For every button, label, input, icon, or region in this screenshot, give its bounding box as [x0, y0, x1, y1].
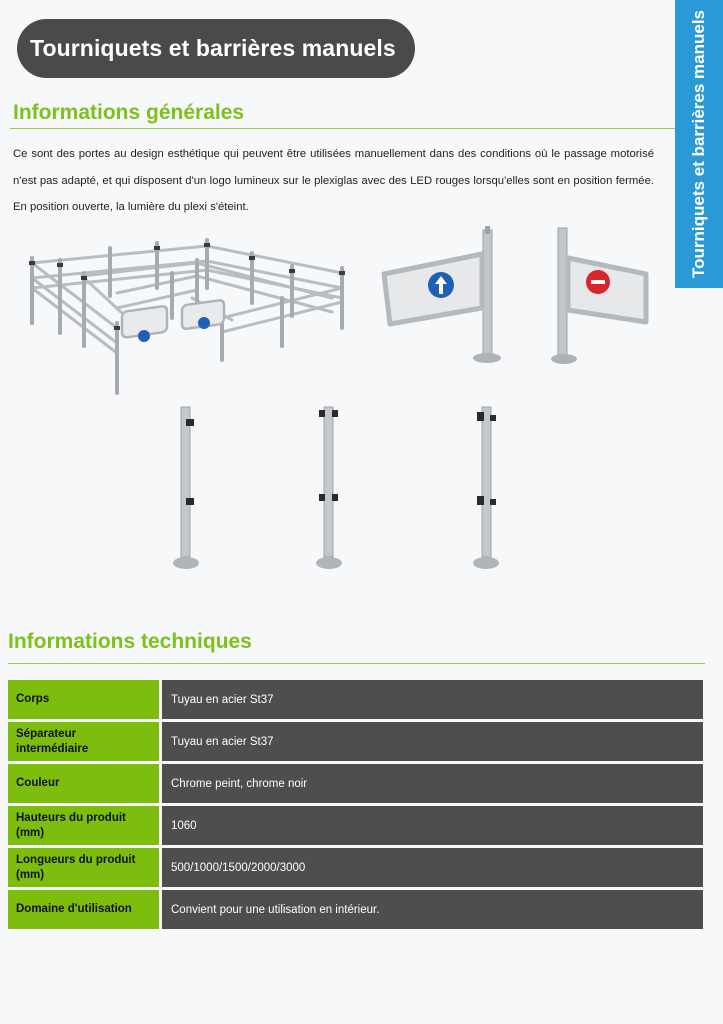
- arrow-up-sign-icon: [198, 317, 210, 329]
- spec-label: Domaine d'utilisation: [8, 890, 162, 929]
- spec-value: 500/1000/1500/2000/3000: [162, 848, 703, 887]
- table-row: [8, 680, 703, 719]
- spec-value: Chrome peint, chrome noir: [162, 764, 703, 803]
- general-info-heading: Informations générales: [13, 101, 245, 124]
- table-row: [8, 806, 703, 845]
- spec-label: Corps: [8, 680, 162, 719]
- spec-label: Couleur: [8, 764, 162, 803]
- arrow-up-sign-icon: [138, 330, 150, 342]
- spec-value: Tuyau en acier St37: [162, 680, 703, 719]
- post-corner-clip-image: [470, 405, 504, 575]
- swing-gate-no-entry-image: [548, 226, 658, 370]
- table-row: [8, 890, 703, 929]
- general-info-paragraph: Ce sont des portes au design esthétique qui peuvent être utilisées manuellement dans des conditions où le passage motorisé n'est pas adapté, et qui disposent d'un logo lumineux sur le plexiglas avec des LED rouges lorsqu'elles sont en position fermée. En position ouverte, la lumière du plexi s'éteint.: [13, 148, 654, 213]
- spec-value: Tuyau en acier St37: [162, 722, 703, 761]
- technical-info-heading: Informations techniques: [8, 630, 252, 653]
- post-single-clip-image: [170, 405, 204, 575]
- spec-label: Séparateur intermédiaire: [8, 722, 162, 761]
- page-title-banner: [17, 19, 415, 78]
- spec-label: Hauteurs du produit (mm): [8, 806, 162, 845]
- barrier-fence-image: [22, 228, 352, 400]
- spec-value: 1060: [162, 806, 703, 845]
- page-title: Tourniquets et barrières manuels: [30, 35, 396, 61]
- table-row: [8, 722, 703, 761]
- table-row: [8, 764, 703, 803]
- general-info-divider: [10, 128, 675, 129]
- spec-value: Convient pour une utilisation en intérieur.: [162, 890, 703, 929]
- side-tab-label: Tourniquets et barrières manuels: [689, 10, 708, 278]
- table-row: [8, 848, 703, 887]
- post-double-clip-image: [312, 405, 346, 575]
- side-tab: [675, 0, 723, 288]
- spec-table: [8, 677, 703, 932]
- swing-gate-arrow-image: [378, 226, 508, 368]
- spec-label: Longueurs du produit (mm): [8, 848, 162, 887]
- technical-info-divider: [8, 663, 705, 664]
